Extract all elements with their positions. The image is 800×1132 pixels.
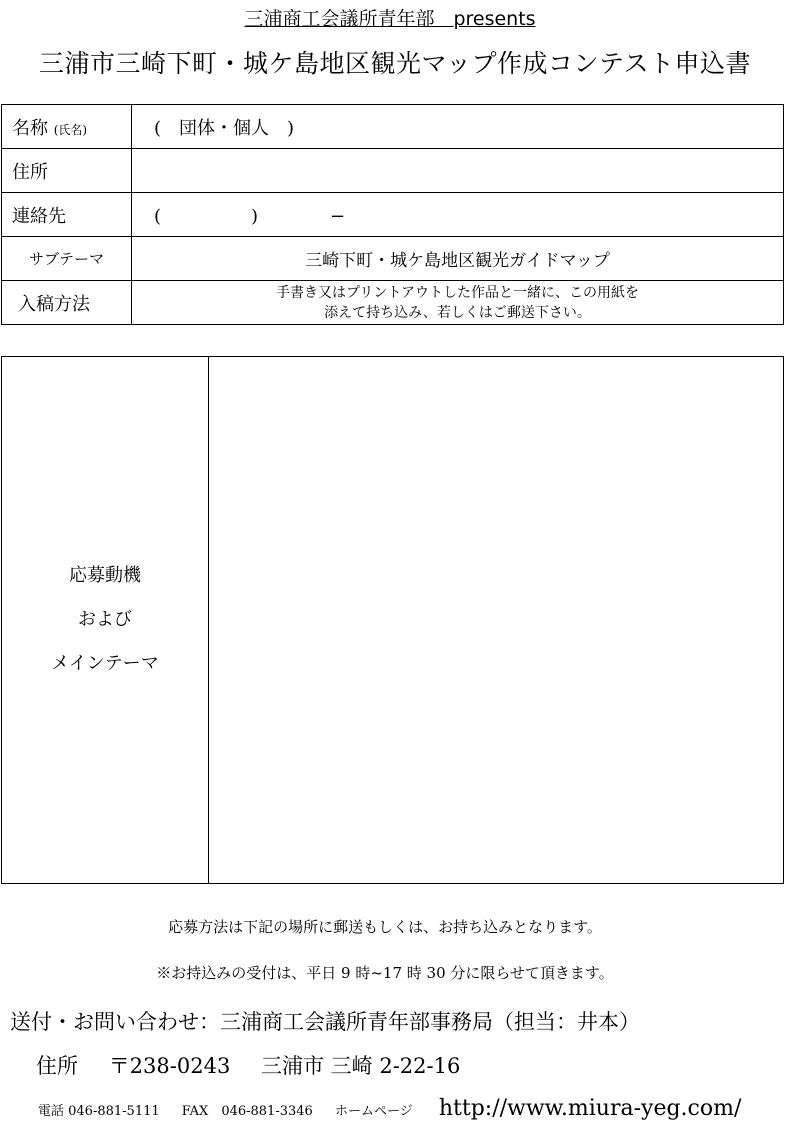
contact-info: 送付・お問い合わせ：三浦商工会議所青年部事務局（担当：井本）: [10, 1010, 640, 1034]
page-title: 三浦市三崎下町・城ケ島地区観光マップ作成コンテスト申込書: [38, 49, 751, 78]
form-row-address: [2, 149, 784, 193]
name-label: 名称: [12, 117, 48, 139]
address-label: 住所: [2, 149, 132, 193]
motive-field[interactable]: [209, 357, 784, 884]
form-row-method: [2, 281, 784, 325]
motive-table: [1, 356, 784, 884]
fax-number: FAX 046-881-3346: [181, 1104, 313, 1119]
reception-hours-note: ※お持込みの受付は、平日 9 時~17 時 30 分に限らせて頂きます。: [156, 964, 614, 982]
method-line-1: 手書き又はプリントアウトした作品と一緒に、この用紙を: [275, 284, 640, 301]
name-sub-label: (氏名): [53, 122, 88, 137]
form-row-subtheme: [2, 237, 784, 281]
motive-label-line-2: および: [78, 609, 132, 630]
contact-field[interactable]: ( ) −: [132, 193, 784, 237]
method-value: [132, 281, 784, 325]
submission-note: 応募方法は下記の場所に郵送もしくは、お持ち込みとなります。: [168, 918, 602, 936]
name-field[interactable]: ( 団体・個人 ): [132, 105, 784, 149]
office-address-label: 住所: [36, 1054, 78, 1078]
subtheme-value: 三崎下町・城ケ島地区観光ガイドマップ: [132, 237, 784, 281]
form-row-name: [2, 105, 784, 149]
form-row-contact: [2, 193, 784, 237]
method-label: 入稿方法: [2, 281, 132, 325]
contact-label: 連絡先: [2, 193, 132, 237]
motive-label: [2, 357, 209, 884]
homepage-link[interactable]: http://www.miura-yeg.com/: [438, 1096, 742, 1121]
motive-label-line-3: メインテーマ: [51, 653, 159, 674]
office-address: [36, 1050, 484, 1080]
phone-info: [38, 1096, 741, 1121]
phone-number: 電話 046-881-5111: [38, 1104, 160, 1119]
application-form-table: [1, 104, 784, 325]
street-address: 三浦市 三崎 2-22-16: [261, 1054, 461, 1078]
subtheme-label: サブテーマ: [2, 237, 132, 281]
homepage-label: ホームページ: [334, 1104, 413, 1119]
motive-label-line-1: 応募動機: [69, 565, 141, 586]
presents-header: 三浦商工会議所青年部 presents: [244, 8, 536, 30]
address-field[interactable]: [132, 149, 784, 193]
name-label-cell: [2, 105, 132, 149]
method-line-2: 添えて持ち込み、若しくはご郵送下さい。: [324, 304, 591, 321]
postal-code: 〒238-0243: [108, 1054, 231, 1078]
